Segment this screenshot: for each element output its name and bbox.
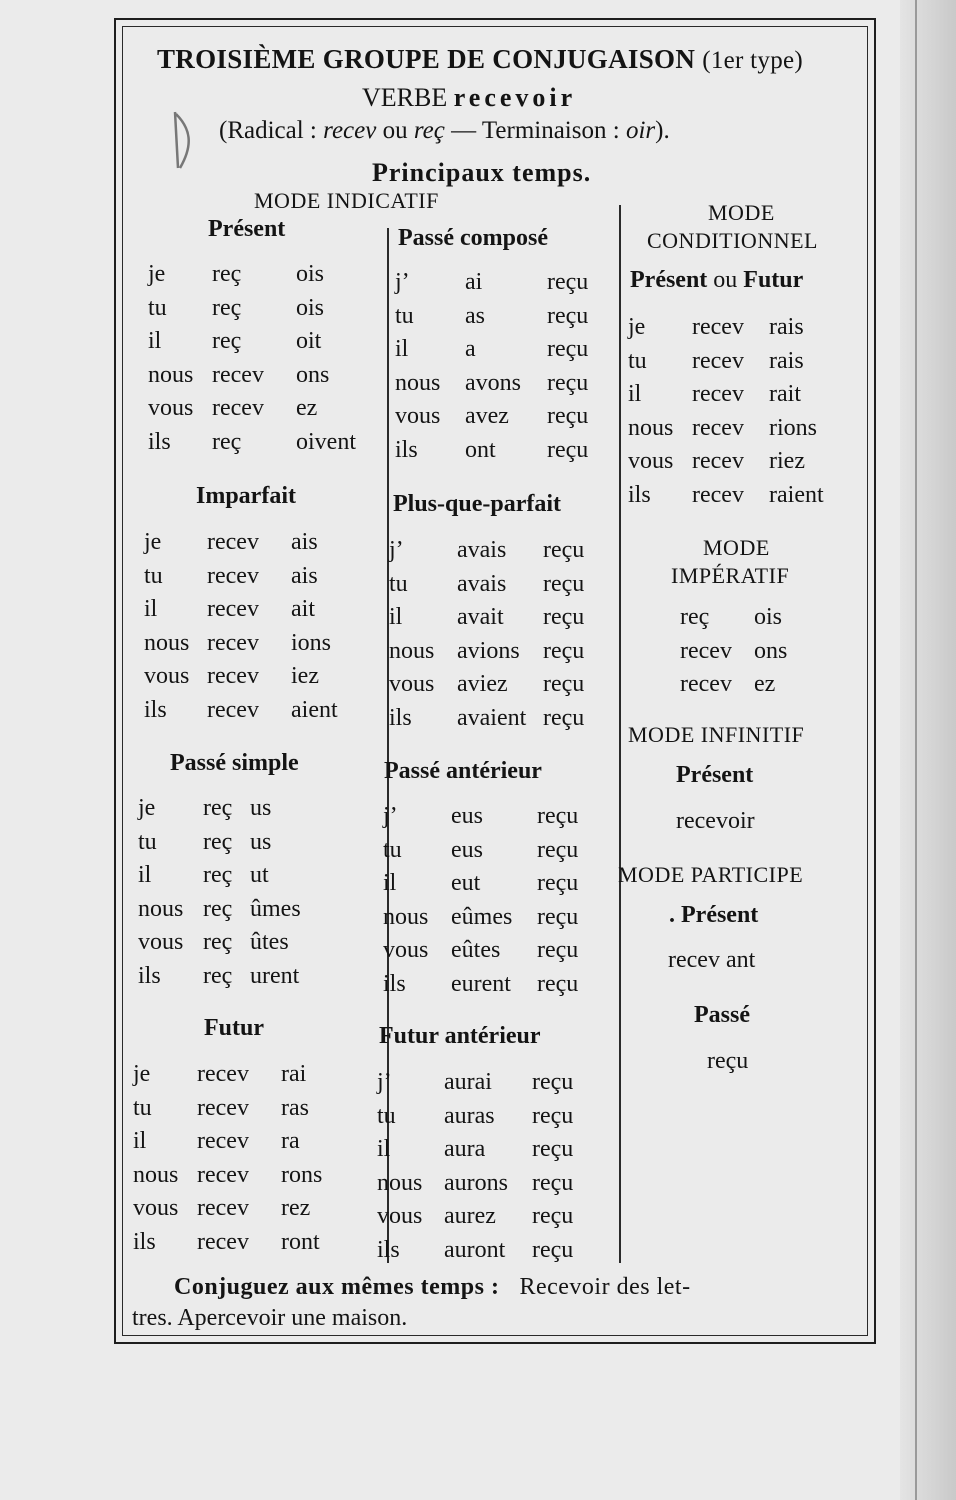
ending: ais: [291, 562, 318, 589]
footer-line-2: tres. Apercevoir une maison.: [132, 1305, 408, 1331]
page-edge: [915, 0, 917, 1500]
stem: reç: [212, 328, 242, 354]
pronoun: vous: [148, 395, 194, 421]
conjugation-row: [148, 325, 378, 358]
pronoun: vous: [395, 403, 441, 429]
title-type: (1er type): [702, 47, 804, 74]
stem: recev: [197, 1094, 249, 1121]
conjugation-row: [148, 426, 378, 459]
conjugation-row: [133, 1058, 363, 1091]
radical-close: ).: [655, 117, 670, 144]
pronoun: je: [148, 261, 166, 287]
mode-imperatif-label-1: MODE: [703, 535, 770, 560]
pronoun: nous: [395, 369, 441, 396]
conjugation-row: [148, 359, 378, 392]
ending: us: [250, 828, 272, 855]
ending: reçu: [537, 803, 579, 829]
stem: eus: [451, 836, 483, 863]
conjugation-row: [148, 292, 378, 325]
infinitif-present-value: recevoir: [676, 808, 755, 834]
stem: avez: [465, 403, 509, 429]
ending: rais: [769, 347, 804, 374]
stem: aviez: [457, 671, 508, 697]
pronoun: vous: [383, 937, 429, 963]
tense-title-futur: Futur: [204, 1015, 264, 1041]
conjugation-row: [138, 859, 368, 892]
stem: recev: [197, 1061, 249, 1087]
footer-exercise-1: Recevoir des let-: [519, 1274, 691, 1300]
pronoun: vous: [144, 663, 190, 689]
ending: reçu: [537, 836, 579, 863]
ending: reçu: [537, 970, 579, 997]
tense-title-passe-anterieur: Passé antérieur: [384, 758, 542, 784]
mode-indicatif-label: MODE INDICATIF: [254, 188, 439, 213]
conjugation-row: [395, 434, 615, 467]
table-title: [157, 44, 803, 75]
pronoun: tu: [133, 1094, 152, 1121]
conjugation-row: [144, 560, 374, 593]
pronoun: nous: [389, 637, 435, 664]
stem: ons: [754, 637, 788, 664]
stem: as: [465, 302, 485, 329]
conjugation-row: [680, 601, 830, 634]
radical-terminaison: — Terminaison :: [451, 117, 620, 144]
ending: ut: [250, 862, 269, 888]
stem: recev: [207, 596, 259, 622]
stem: recev: [207, 696, 259, 723]
ending: rais: [769, 314, 804, 340]
conjugation-row: [138, 960, 368, 993]
ending: riez: [769, 448, 805, 474]
footer-line-1: [174, 1271, 691, 1304]
conjugation-row: [395, 300, 615, 333]
pronoun: vous: [389, 671, 435, 697]
stem: reç: [203, 895, 233, 922]
ending: reçu: [537, 870, 579, 896]
ending: oivent: [296, 428, 356, 455]
conjugation-row: [144, 526, 374, 559]
ending: reçu: [532, 1236, 574, 1263]
ending: reçu: [547, 436, 589, 463]
conjugation-row: [389, 668, 614, 701]
ending: ions: [291, 629, 332, 656]
tense-title-futur-anterieur: Futur antérieur: [379, 1023, 541, 1049]
conjugation-row: [395, 367, 615, 400]
pronoun: tu: [383, 836, 402, 863]
pronoun: tu: [389, 570, 408, 597]
pronoun: ils: [383, 970, 406, 997]
conjugation-row: [680, 635, 830, 668]
conjugation-row: [628, 345, 858, 378]
stem: ois: [754, 604, 783, 630]
ending: us: [250, 795, 272, 821]
pronoun: je: [628, 314, 646, 340]
pronoun: il: [389, 604, 403, 630]
stem: aurai: [444, 1069, 492, 1095]
stem: recev: [207, 529, 259, 555]
pronoun: ils: [377, 1236, 400, 1263]
pronoun: tu: [377, 1102, 396, 1129]
participe-present-title: . Présent: [669, 902, 759, 928]
mode-conditionnel-label-1: MODE: [708, 200, 775, 225]
ending: ois: [296, 294, 325, 321]
stem: eûtes: [451, 937, 501, 963]
ending: reçu: [547, 403, 589, 429]
pronoun: recev: [680, 671, 732, 697]
stem: eurent: [451, 970, 511, 997]
pronoun: je: [144, 529, 162, 555]
ending: rait: [769, 381, 801, 407]
conjugation-row: [395, 266, 615, 299]
pronoun: ils: [628, 481, 651, 508]
pronoun: vous: [138, 929, 184, 955]
pronoun: recev: [680, 637, 732, 664]
infinitif-present-title: Présent: [676, 762, 754, 788]
page-gutter-shade: [900, 0, 956, 1500]
ending: reçu: [543, 704, 585, 731]
mode-participe-label: MODE PARTICIPE: [618, 862, 804, 887]
pronoun: tu: [395, 302, 414, 329]
stem: recev: [692, 347, 744, 374]
stem: recev: [197, 1128, 249, 1154]
conjugation-row: [383, 867, 608, 900]
tense-title-passe-simple: Passé simple: [170, 750, 299, 776]
stem: auront: [444, 1236, 506, 1263]
pronoun: tu: [138, 828, 157, 855]
conjugation-row: [383, 968, 608, 1001]
conjugation-row: [389, 635, 614, 668]
stem: recev: [197, 1228, 249, 1255]
footer-instruction: Conjuguez aux mêmes temps :: [174, 1274, 500, 1300]
radical-recev: recev: [323, 117, 377, 144]
conditionnel-futur: Futur: [743, 267, 804, 293]
stem: avons: [465, 369, 521, 396]
conjugation-row: [389, 702, 614, 735]
pronoun: il: [377, 1136, 391, 1162]
pronoun: il: [148, 328, 162, 354]
radical-or: ou: [382, 117, 408, 144]
ending: iez: [291, 663, 319, 689]
tense-title-conditionnel: [630, 267, 803, 294]
pronoun: j’: [395, 269, 410, 295]
pronoun: ils: [148, 428, 171, 455]
stem: eûmes: [451, 903, 513, 930]
conditionnel-present: Présent: [630, 267, 708, 293]
conjugation-row: [133, 1092, 363, 1125]
conjugation-row: [138, 893, 368, 926]
stem: recev: [692, 314, 744, 340]
pronoun: nous: [383, 903, 429, 930]
pronoun: nous: [133, 1161, 179, 1188]
verb-line: [362, 83, 576, 113]
pronoun: nous: [628, 414, 674, 441]
conjugation-row: [377, 1234, 602, 1267]
stem: avaient: [457, 704, 527, 731]
conjugation-row: [138, 792, 368, 825]
principaux-temps: Principaux temps.: [372, 158, 592, 187]
ending: ois: [296, 261, 325, 287]
radical-line: [219, 117, 670, 145]
pronoun: j’: [377, 1069, 392, 1095]
stem: reç: [212, 294, 242, 321]
stem: reç: [203, 828, 233, 855]
pronoun: nous: [138, 895, 184, 922]
tense-title-passe-compose: Passé composé: [398, 225, 548, 251]
pronoun: vous: [628, 448, 674, 474]
pronoun: tu: [628, 347, 647, 374]
ending: reçu: [532, 1136, 574, 1162]
stem: recev: [692, 381, 744, 407]
ending: reçu: [547, 269, 589, 295]
conjugation-row: [377, 1167, 602, 1200]
conjugation-row: [680, 668, 830, 701]
conjugation-row: [383, 901, 608, 934]
conjugation-row: [383, 800, 608, 833]
ending: ra: [281, 1128, 300, 1154]
conjugation-row: [383, 834, 608, 867]
pronoun: ils: [144, 696, 167, 723]
pronoun: vous: [133, 1195, 179, 1221]
pronoun: tu: [148, 294, 167, 321]
pronoun: il: [628, 381, 642, 407]
conjugation-row: [148, 258, 378, 291]
stem: reç: [212, 261, 242, 287]
stem: aurez: [444, 1203, 496, 1229]
stem: recev: [212, 395, 264, 421]
mode-conditionnel-label-2: CONDITIONNEL: [647, 228, 818, 253]
stem: avais: [457, 570, 507, 597]
ending: rions: [769, 414, 817, 441]
mode-imperatif-label-2: IMPÉRATIF: [671, 563, 790, 588]
conjugation-row: [395, 333, 615, 366]
ending: ras: [281, 1094, 309, 1121]
ending: raient: [769, 481, 824, 508]
mode-infinitif-label: MODE INFINITIF: [628, 722, 805, 747]
pronoun: tu: [144, 562, 163, 589]
participe-passe-value: reçu: [707, 1048, 749, 1074]
ending: urent: [250, 962, 300, 989]
ending: rai: [281, 1061, 307, 1087]
conjugation-row: [389, 601, 614, 634]
conjugation-row: [144, 593, 374, 626]
conjugation-row: [148, 392, 378, 425]
conjugation-row: [133, 1125, 363, 1158]
ending: reçu: [532, 1203, 574, 1229]
ending: reçu: [543, 637, 585, 664]
pronoun: ils: [395, 436, 418, 463]
conjugation-row: [144, 694, 374, 727]
pronoun: reç: [680, 604, 710, 630]
stem: recev: [207, 629, 259, 656]
stem: avions: [457, 637, 520, 664]
stem: eus: [451, 803, 483, 829]
participe-present-value: recev ant: [668, 947, 756, 973]
ending: reçu: [543, 671, 585, 697]
stem: ez: [754, 671, 776, 697]
pronoun: ils: [138, 962, 161, 989]
conjugation-row: [389, 534, 614, 567]
conjugation-row: [628, 378, 858, 411]
stem: recev: [692, 448, 744, 474]
stem: recev: [197, 1161, 249, 1188]
title-text: TROISIÈME GROUPE DE CONJUGAISON: [157, 44, 696, 74]
pronoun: je: [138, 795, 156, 821]
ending: reçu: [532, 1069, 574, 1095]
ending: ons: [296, 361, 330, 388]
stem: reç: [203, 962, 233, 989]
stem: aura: [444, 1136, 486, 1162]
stem: reç: [203, 862, 233, 888]
conjugation-row: [144, 627, 374, 660]
column-divider-right: [619, 205, 621, 1263]
ending: aient: [291, 696, 338, 723]
pronoun: il: [133, 1128, 147, 1154]
stem: avait: [457, 604, 504, 630]
ending: ait: [291, 596, 315, 622]
tense-title-plus-que-parfait: Plus-que-parfait: [393, 491, 561, 517]
conditionnel-ou: ou: [713, 267, 738, 293]
ending: rez: [281, 1195, 311, 1221]
stem: eut: [451, 870, 481, 896]
stem: recev: [692, 481, 744, 508]
radical-oir: oir: [625, 117, 656, 144]
pencil-bracket-mark: [172, 110, 196, 172]
conjugation-row: [628, 445, 858, 478]
conjugation-row: [133, 1226, 363, 1259]
ending: ais: [291, 529, 318, 555]
pronoun: ils: [133, 1228, 156, 1255]
conjugation-row: [628, 311, 858, 344]
stem: recev: [207, 663, 259, 689]
ending: ûmes: [250, 895, 301, 922]
conjugation-row: [138, 826, 368, 859]
stem: reç: [212, 428, 242, 455]
stem: a: [465, 336, 476, 362]
ending: reçu: [532, 1169, 574, 1196]
ending: reçu: [537, 903, 579, 930]
ending: reçu: [547, 336, 589, 362]
conjugation-row: [628, 412, 858, 445]
conjugation-row: [377, 1100, 602, 1133]
verbe-label: VERBE: [362, 83, 448, 112]
stem: recev: [212, 361, 264, 388]
ending: reçu: [547, 369, 589, 396]
stem: aurons: [444, 1169, 508, 1196]
pronoun: il: [138, 862, 152, 888]
ending: reçu: [543, 604, 585, 630]
conjugation-row: [138, 926, 368, 959]
stem: avais: [457, 537, 507, 563]
verbe-name: recevoir: [453, 83, 577, 112]
ending: reçu: [547, 302, 589, 329]
pronoun: j’: [389, 537, 404, 563]
conjugation-row: [133, 1192, 363, 1225]
conjugation-row: [377, 1200, 602, 1233]
pronoun: il: [383, 870, 397, 896]
conjugation-row: [377, 1066, 602, 1099]
ending: ront: [281, 1228, 320, 1255]
pronoun: nous: [144, 629, 190, 656]
pronoun: ils: [389, 704, 412, 731]
radical-rec: reç: [413, 117, 445, 144]
conjugation-row: [144, 660, 374, 693]
stem: recev: [692, 414, 744, 441]
pronoun: il: [395, 336, 409, 362]
stem: recev: [197, 1195, 249, 1221]
conjugation-row: [133, 1159, 363, 1192]
ending: ûtes: [250, 929, 289, 955]
ending: reçu: [537, 937, 579, 963]
stem: reç: [203, 929, 233, 955]
pronoun: nous: [148, 361, 194, 388]
ending: reçu: [543, 537, 585, 563]
stem: ai: [465, 269, 483, 295]
ending: ez: [296, 395, 318, 421]
pronoun: je: [133, 1061, 151, 1087]
stem: recev: [207, 562, 259, 589]
pronoun: j’: [383, 803, 398, 829]
ending: reçu: [543, 570, 585, 597]
tense-title-present: Présent: [208, 216, 286, 242]
tense-title-imparfait: Imparfait: [196, 483, 296, 509]
conjugation-row: [395, 400, 615, 433]
radical-open: (Radical :: [219, 117, 317, 144]
participe-passe-title: Passé: [694, 1002, 750, 1028]
conjugation-row: [383, 934, 608, 967]
pronoun: vous: [377, 1203, 423, 1229]
stem: reç: [203, 795, 233, 821]
conjugation-row: [389, 568, 614, 601]
ending: rons: [281, 1161, 323, 1188]
stem: auras: [444, 1102, 495, 1129]
conjugation-row: [377, 1133, 602, 1166]
stem: ont: [465, 436, 496, 463]
conjugation-row: [628, 479, 858, 512]
ending: reçu: [532, 1102, 574, 1129]
ending: oit: [296, 328, 322, 354]
pronoun: nous: [377, 1169, 423, 1196]
pronoun: il: [144, 596, 158, 622]
